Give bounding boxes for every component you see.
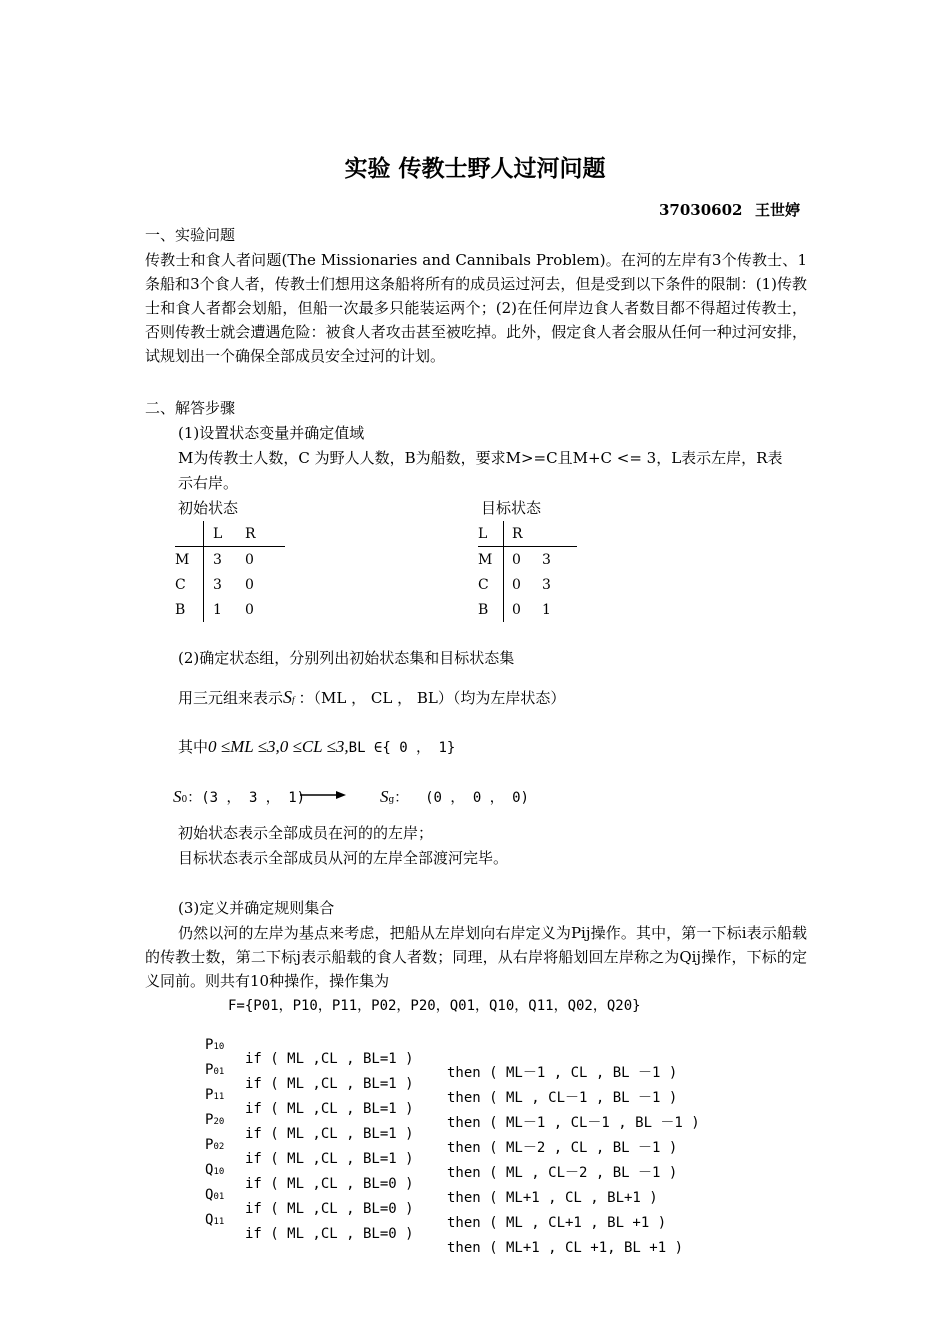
rule-condition: if ( ML ,CL , BL=1 ) — [245, 1051, 414, 1067]
triple-symbol: S — [283, 687, 293, 707]
rule-op-sub: 11 — [213, 1092, 225, 1102]
section-1-heading: 一、实验问题 — [145, 226, 236, 244]
cell: 3 — [542, 576, 551, 593]
sg-sub: g — [388, 795, 395, 805]
rule-op — [205, 1038, 224, 1052]
triple-definition — [178, 688, 565, 706]
operation-set: F={P01，P10，P11，P02，P20，Q01，Q10，Q11，Q02，Q20} — [228, 998, 641, 1014]
row-label: C — [175, 576, 186, 593]
cell: 1 — [542, 601, 551, 618]
triple-prefix: 用三元组来表示 — [178, 689, 284, 707]
rule-condition: if ( ML ,CL , BL=1 ) — [245, 1076, 414, 1092]
rule-op-letter: Q — [205, 1187, 214, 1203]
range-math: 0 ≤ML ≤3,0 ≤CL ≤3, — [208, 737, 349, 756]
cell: 0 — [504, 597, 543, 622]
goal-state-table — [478, 521, 577, 622]
rule-action: then ( ML－2 , CL , BL －1 ) — [447, 1140, 678, 1156]
rule-action: then ( ML , CL+1 , BL +1 ) — [447, 1215, 667, 1231]
rule-condition: if ( ML ,CL , BL=1 ) — [245, 1101, 414, 1117]
sg-symbol: S — [380, 787, 389, 806]
rule-action: then ( ML , CL－2 , BL －1 ) — [447, 1165, 678, 1181]
rule-op — [205, 1188, 224, 1202]
rule-op-letter: Q — [205, 1162, 214, 1178]
cell: 0 — [245, 576, 254, 593]
row-label: M — [478, 551, 493, 568]
goal-header-r: R — [504, 521, 543, 547]
table-row — [478, 547, 577, 573]
table-row — [478, 597, 577, 622]
start-state — [173, 788, 305, 805]
step-2-heading: (2)确定状态组，分别列出初始状态集和目标状态集 — [178, 649, 515, 667]
row-label: B — [175, 601, 186, 618]
rule-op-sub: 10 — [213, 1042, 225, 1052]
rule-op-sub: 10 — [213, 1167, 225, 1177]
problem-description: 传教士和食人者问题(The Missionaries and Cannibals Problem)。在河的左岸有3个传教士、1条船和3个食人者，传教士们想用这条船将所有的成员运过河去，但是受到以下条件的限制：(1)传教士和食人者都会划船，但船一次最多只能装运两个；(2)在任何岸边食人者数目都不得超过传教士，否则传教士就会遭遇危险：被食人者攻击甚至被吃掉。此外，假定食人者会服从任何一种过河安排，试规划出一个确保全部成员安全过河的计划。 — [145, 251, 807, 365]
s0-symbol: S — [173, 787, 182, 806]
author-name: 王世婷 — [755, 201, 801, 219]
rule-op-sub: 01 — [213, 1192, 225, 1202]
table-row — [175, 597, 285, 622]
step-3-paragraph: 仍然以河的左岸为基点来考虑，把船从左岸划向右岸定义为Pij操作。其中，第一下标i表示船载的传教士数，第二下标j表示船载的食人者数；同理，从右岸将船划回左岸称之为Qij操作，下标的定义同前。则共有10种操作，操作集为 — [145, 924, 807, 990]
rule-op — [205, 1163, 224, 1177]
row-label: M — [175, 551, 190, 568]
s0-value: ：(3 ， 3 ， 1) — [187, 790, 306, 806]
step-1-heading: (1)设置状态变量并确定值域 — [178, 424, 365, 442]
rule-op-sub: 11 — [213, 1217, 225, 1227]
rule-op — [205, 1088, 224, 1102]
goal-state — [380, 788, 529, 805]
rule-action: then ( ML+1 , CL +1, BL +1 ) — [447, 1240, 684, 1256]
initial-header-l: L — [204, 521, 246, 547]
value-range — [178, 738, 455, 755]
initial-state-table — [175, 521, 285, 622]
rule-action: then ( ML－1 , CL－1 , BL －1 ) — [447, 1115, 700, 1131]
rule-condition: if ( ML ,CL , BL=1 ) — [245, 1151, 414, 1167]
rule-op-letter: P — [205, 1062, 214, 1078]
initial-state-description: 初始状态表示全部成员在河的的左岸； — [178, 824, 434, 842]
cell: 0 — [504, 547, 543, 573]
goal-state-description: 目标状态表示全部成员从河的左岸全部渡河完毕。 — [178, 849, 509, 867]
initial-header-r: R — [245, 521, 285, 547]
rule-op — [205, 1138, 224, 1152]
cell: 0 — [504, 572, 543, 597]
s0-sub: 0 — [181, 795, 188, 805]
sg-value: ： (0 ， 0 ， 0) — [394, 790, 529, 806]
step-3-heading: (3)定义并确定规则集合 — [178, 899, 335, 917]
range-rest: BL ∈{ 0 ， 1} — [348, 740, 456, 756]
rule-condition: if ( ML ,CL , BL=1 ) — [245, 1126, 414, 1142]
rule-action: then ( ML , CL－1 , BL －1 ) — [447, 1090, 678, 1106]
cell: 3 — [204, 572, 246, 597]
rule-op — [205, 1113, 224, 1127]
rule-op — [205, 1213, 224, 1227]
row-label: B — [478, 601, 489, 618]
cell: 1 — [204, 597, 246, 622]
rule-condition: if ( ML ,CL , BL=0 ) — [245, 1176, 414, 1192]
goal-state-label: 目标状态 — [481, 499, 542, 517]
rule-condition: if ( ML ,CL , BL=0 ) — [245, 1226, 414, 1242]
table-row — [175, 572, 285, 597]
arrow-icon — [300, 789, 348, 801]
range-prefix: 其中 — [178, 738, 209, 756]
step-1-line-2: 示右岸。 — [178, 474, 239, 492]
cell: 3 — [542, 551, 551, 568]
rule-condition: if ( ML ,CL , BL=0 ) — [245, 1201, 414, 1217]
table-row — [478, 572, 577, 597]
rule-op-sub: 01 — [213, 1067, 225, 1077]
goal-header-l: L — [478, 521, 504, 547]
rule-op-sub: 20 — [213, 1117, 225, 1127]
table-row — [175, 547, 285, 573]
step-1-line-1: M为传教士人数，C 为野人人数，B为船数，要求M>=C且M+C <= 3，L表示左岸，R表 — [178, 449, 783, 467]
rule-op-letter: Q — [205, 1212, 214, 1228]
page-title: 实验 传教士野人过河问题 — [344, 155, 606, 182]
cell: 3 — [204, 547, 246, 573]
rule-op-letter: P — [205, 1037, 214, 1053]
rule-action: then ( ML+1 , CL , BL+1 ) — [447, 1190, 658, 1206]
rule-op-sub: 02 — [213, 1142, 225, 1152]
rule-op-letter: P — [205, 1087, 214, 1103]
rule-op-letter: P — [205, 1112, 214, 1128]
section-2-heading: 二、解答步骤 — [145, 399, 236, 417]
cell: 0 — [245, 551, 254, 568]
rule-action: then ( ML－1 , CL , BL －1 ) — [447, 1065, 678, 1081]
author-id: 37030602 — [659, 201, 743, 219]
row-label: C — [478, 576, 489, 593]
cell: 0 — [245, 601, 254, 618]
triple-symbol-sub: f — [292, 695, 295, 705]
rule-op — [205, 1063, 224, 1077]
rule-op-letter: P — [205, 1137, 214, 1153]
initial-state-label: 初始状态 — [178, 499, 239, 517]
triple-rest: ：（ML ， CL ， BL）（均为左岸状态） — [298, 689, 566, 707]
